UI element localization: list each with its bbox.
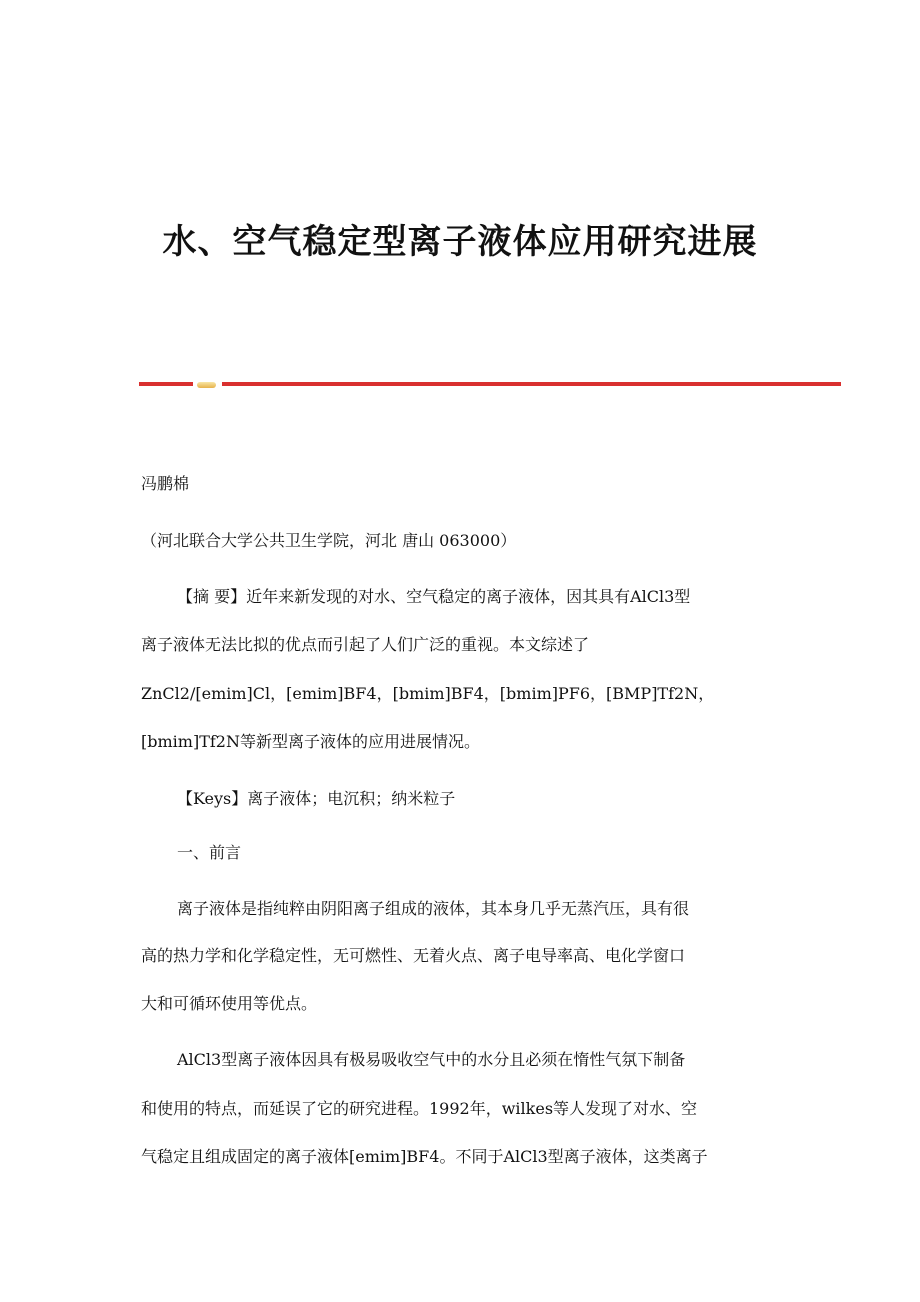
title-divider (139, 380, 841, 388)
section-heading: 一、前言 (177, 843, 242, 862)
author-affiliation: （河北联合大学公共卫生学院，河北 唐山 063000） (141, 531, 517, 550)
paragraph-line: 高的热力学和化学稳定性，无可燃性、无着火点、离子电导率高、电化学窗口 (141, 946, 686, 965)
paragraph-line: 离子液体是指纯粹由阴阳离子组成的液体，其本身几乎无蒸汽压，具有很 (177, 899, 690, 918)
divider-right-bar (222, 382, 841, 386)
divider-ornament-icon (197, 382, 216, 388)
divider-left-bar (139, 382, 193, 386)
author-name: 冯鹏棉 (141, 474, 190, 493)
keywords: 【Keys】离子液体；电沉积；纳米粒子 (177, 789, 456, 808)
paragraph-line: AlCl3型离子液体因具有极易吸收空气中的水分且必须在惰性气氛下制备 (177, 1050, 686, 1069)
abstract-line: [bmim]Tf2N等新型离子液体的应用进展情况。 (141, 732, 480, 751)
abstract-line: 【摘 要】近年来新发现的对水、空气稳定的离子液体，因其具有AlCl3型 (177, 587, 691, 606)
paragraph-line: 大和可循环使用等优点。 (141, 994, 318, 1013)
abstract-line: 离子液体无法比拟的优点而引起了人们广泛的重视。本文综述了 (141, 635, 590, 654)
paragraph-line: 和使用的特点，而延误了它的研究进程。1992年，wilkes等人发现了对水、空 (141, 1099, 698, 1118)
paragraph-line: 气稳定且组成固定的离子液体[emim]BF4。不同于AlCl3型离子液体，这类离子 (141, 1147, 708, 1166)
abstract-line: ZnCl2/[emim]Cl，[emim]BF4，[bmim]BF4，[bmim]PF6，[BMP]Tf2N， (141, 684, 715, 703)
document-title: 水、空气稳定型离子液体应用研究进展 (162, 222, 758, 262)
